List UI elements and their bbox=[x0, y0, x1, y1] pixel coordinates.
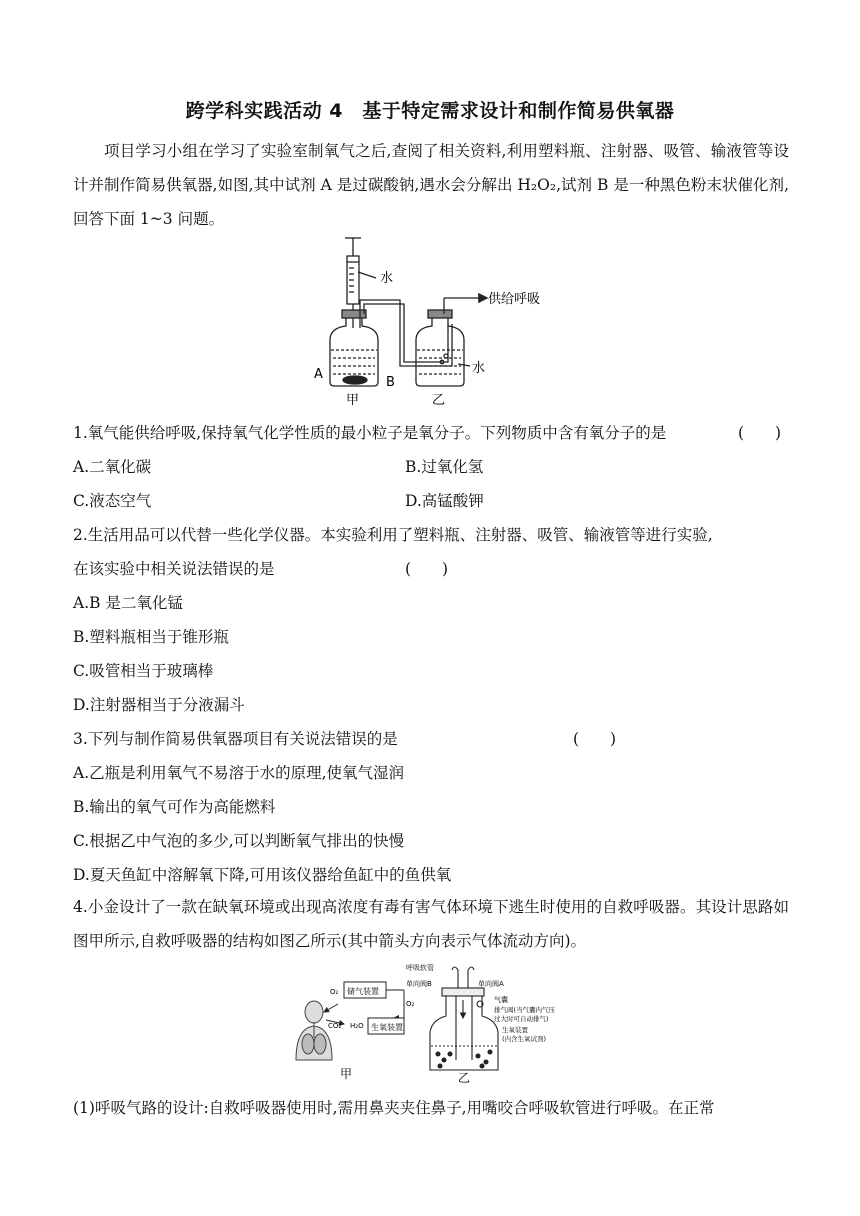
bottle-jia bbox=[330, 310, 378, 386]
label-o2-left: O₂ bbox=[330, 988, 339, 996]
q3-stem: 3.下列与制作简易供氧器项目有关说法错误的是 bbox=[73, 730, 398, 748]
q3-option-d: D.夏天鱼缸中溶解氧下降,可用该仪器给鱼缸中的鱼供氧 bbox=[73, 866, 452, 884]
q1-stem: 1.氧气能供给呼吸,保持氧气化学性质的最小粒子是氧分子。下列物质中含有氧分子的是 bbox=[73, 424, 667, 442]
label-valve-b: 单向阀B bbox=[406, 980, 432, 988]
oxygen-generator-figure bbox=[300, 232, 560, 410]
label-air-bag: 气囊 bbox=[494, 996, 508, 1004]
q2-option-c: C.吸管相当于玻璃棒 bbox=[73, 662, 214, 680]
label-reagent-a: A bbox=[314, 367, 323, 382]
q2-answer-blank: ( ) bbox=[405, 560, 449, 578]
label-fig2-jia: 甲 bbox=[340, 1067, 353, 1081]
label-exhaust-line2: 过大时可自动排气) bbox=[494, 1015, 549, 1023]
q1-option-b: B.过氧化氢 bbox=[405, 458, 484, 476]
q1-option-d: D.高锰酸钾 bbox=[405, 492, 484, 510]
label-gen-device: 生氧装置 bbox=[371, 1023, 403, 1032]
q3-option-a: A.乙瓶是利用氧气不易溶于水的原理,使氧气湿润 bbox=[73, 764, 405, 782]
q2-option-b: B.塑料瓶相当于锥形瓶 bbox=[73, 628, 229, 646]
q2-stem-line2: 在该实验中相关说法错误的是 bbox=[73, 560, 275, 578]
label-supply-breath: 供给呼吸 bbox=[488, 292, 541, 307]
q2-option-d: D.注射器相当于分液漏斗 bbox=[73, 696, 245, 714]
q1-answer-blank: ( ) bbox=[738, 424, 782, 442]
q2-stem-line1: 2.生活用品可以代替一些化学仪器。本实验利用了塑料瓶、注射器、吸管、输液管等进行实验, bbox=[73, 526, 713, 544]
q1-option-a: A.二氧化碳 bbox=[73, 458, 152, 476]
q3-answer-blank: ( ) bbox=[573, 730, 617, 748]
label-valve-a: 单向阀A bbox=[478, 980, 504, 988]
label-exhaust-line1: 排气阀(当气囊内气压 bbox=[494, 1006, 556, 1014]
label-co2: CO₂ bbox=[328, 1022, 342, 1030]
label-jia: 甲 bbox=[346, 393, 360, 408]
q2-option-a: A.B 是二氧化锰 bbox=[73, 594, 183, 612]
self-rescue-respirator-figure bbox=[282, 960, 582, 1084]
label-h2o: H₂O bbox=[350, 1022, 364, 1030]
label-yi: 乙 bbox=[432, 393, 446, 408]
label-breathing-hose: 呼吸软管 bbox=[406, 964, 434, 972]
q4-part1: (1)呼吸气路的设计:自救呼吸器使用时,需用鼻夹夹住鼻子,用嘴咬合呼吸软管进行呼吸。在正常 bbox=[73, 1099, 715, 1117]
label-water-top: 水 bbox=[380, 271, 394, 286]
label-water-right: 水 bbox=[472, 361, 486, 376]
label-reagent-b: B bbox=[386, 375, 395, 390]
label-gen2-line1: 生氧装置 bbox=[502, 1026, 528, 1034]
q3-option-c: C.根据乙中气泡的多少,可以判断氧气排出的快慢 bbox=[73, 832, 405, 850]
label-o2-right: O₂ bbox=[406, 1000, 415, 1008]
intro-paragraph: 项目学习小组在学习了实验室制氧气之后,查阅了相关资料,利用塑料瓶、注射器、吸管、输液管等设计并制作简易供氧器,如图,其中试剂 A 是过碳酸钠,遇水会分解出 H₂O₂,试剂 B 是一种黑色粉末状催化剂,回答下面 1~3 问题。 bbox=[73, 142, 789, 228]
label-store-device: 储气装置 bbox=[347, 987, 379, 996]
q3-option-b: B.输出的氧气可作为高能燃料 bbox=[73, 798, 276, 816]
human-torso-diagram bbox=[296, 1001, 332, 1060]
label-gen2-line2: (内含生氧试剂) bbox=[502, 1035, 547, 1043]
page-title: 跨学科实践活动 4 基于特定需求设计和制作简易供氧器 bbox=[185, 100, 675, 122]
q4-stem: 4.小金设计了一款在缺氧环境或出现高浓度有毒有害气体环境下逃生时使用的自救呼吸器。其设计思路如图甲所示,自救呼吸器的结构如图乙所示(其中箭头方向表示气体流动方向)。 bbox=[73, 898, 789, 950]
label-fig2-yi: 乙 bbox=[458, 1071, 471, 1084]
q1-option-c: C.液态空气 bbox=[73, 492, 152, 510]
